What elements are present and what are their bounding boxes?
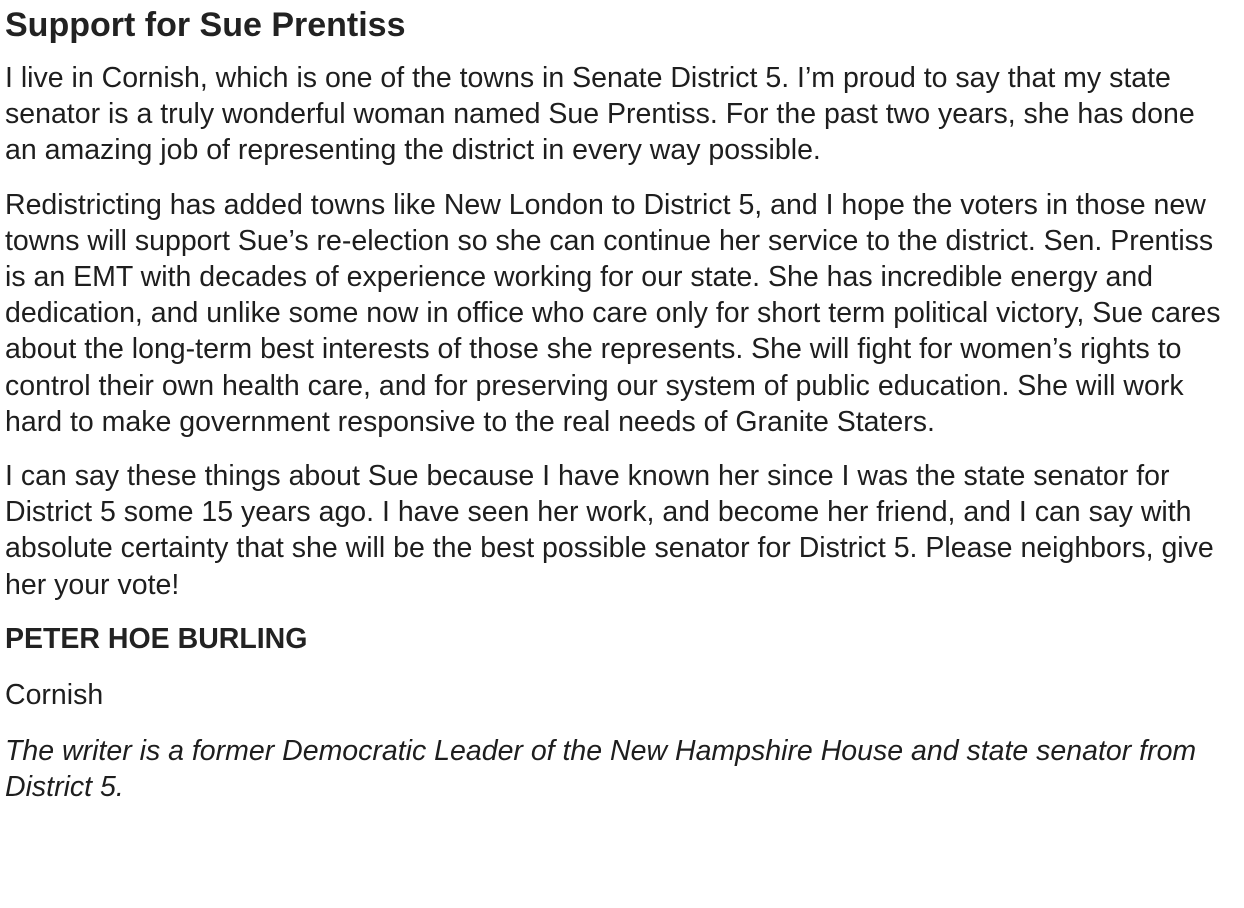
body-paragraph-3: I can say these things about Sue because I have known her since I was the state senator for District 5 some 15 years ago. I have seen her work, and become her friend, and I can say with absolute certainty that she will be the best possible senator for District 5. Please neighbors, give her your vote!	[5, 460, 1214, 601]
author-town: Cornish	[5, 678, 104, 711]
author-bio: The writer is a former Democratic Leader of the New Hampshire House and state senator from District 5.	[5, 734, 1197, 804]
headline: Support for Sue Prentiss	[5, 6, 406, 44]
body-paragraph-2: Redistricting has added towns like New London to District 5, and I hope the voters in those new towns will support Sue’s re-election so she can continue her service to the district. Sen. Prentiss is an EMT with decades of experience working for our state. She has incredible energy and dedication, and unlike some now in office who care only for short term political victory, Sue cares about the long-term best interests of those she represents. She will fight for women’s rights to control their own health care, and for preserving our system of public education. She will work hard to make government responsive to the real needs of Granite Staters.	[5, 188, 1221, 438]
author-name: PETER HOE BURLING	[5, 622, 308, 655]
body-paragraph-1: I live in Cornish, which is one of the towns in Senate District 5. I’m proud to say that my state senator is a truly wonderful woman named Sue Prentiss. For the past two years, she has done an amazing job of representing the district in every way possible.	[5, 62, 1195, 167]
